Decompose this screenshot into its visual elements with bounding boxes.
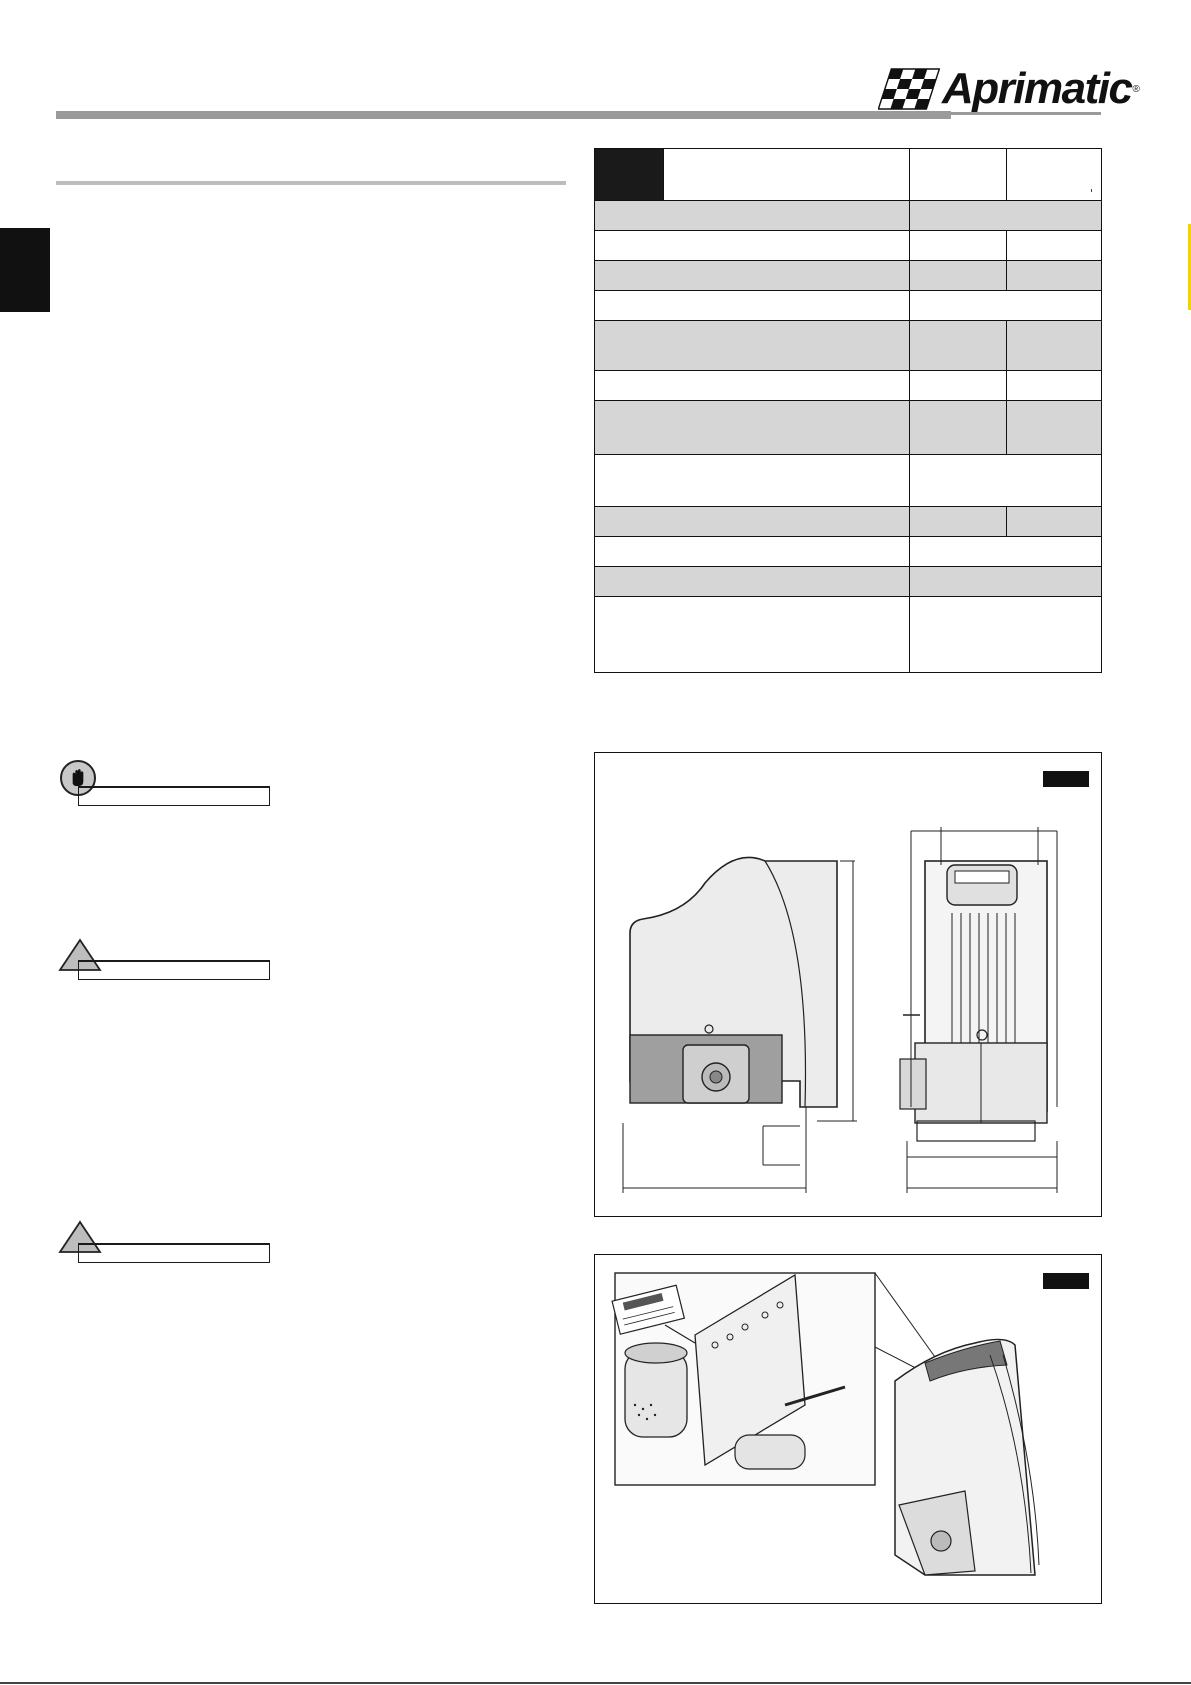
brand-logo [878,62,1140,116]
notice-bar-warning-1 [78,960,270,980]
table-row [595,455,1101,507]
table-row [595,401,1101,455]
notice-bar-warning-2 [78,1243,270,1263]
figure-dimensions-frame [594,752,1102,1217]
logo-wordmark: Aprimatic [942,64,1132,113]
table-row [595,371,1101,401]
table-row [595,537,1101,567]
footer-line [0,1682,1191,1684]
header-bar [56,111,951,119]
table-row [595,507,1101,537]
table-header-row [595,149,1101,201]
table-row [595,231,1101,261]
section-rule [56,181,566,185]
notice-bar-stop [78,786,270,806]
language-side-tab [0,228,50,312]
table-row [595,261,1101,291]
figure-nameplate-frame [594,1254,1102,1604]
table-row [595,321,1101,371]
table-row [595,291,1101,321]
checkered-flag-icon [878,67,940,111]
motor-dimensions-drawing [595,753,1101,1216]
table-row [595,201,1101,231]
specification-table [594,148,1102,673]
table-row [595,567,1101,597]
nameplate-location-drawing [595,1255,1101,1603]
logo-registered-mark: ® [1132,83,1140,95]
table-row [595,597,1101,673]
